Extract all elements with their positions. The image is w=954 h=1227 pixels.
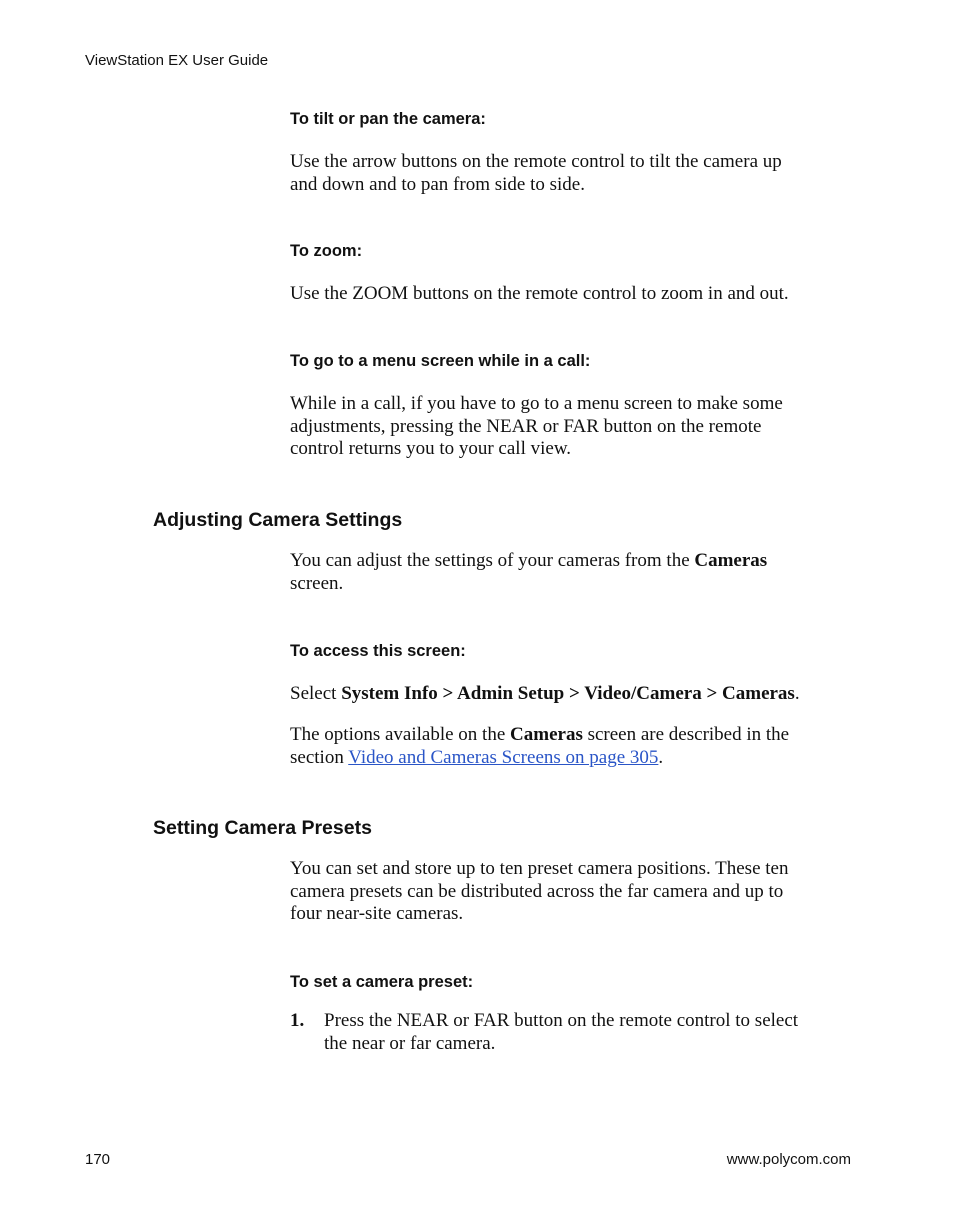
section-heading-adjusting-camera-settings: Adjusting Camera Settings (153, 509, 403, 531)
step-text (324, 1010, 854, 1055)
adjusting-intro-paragraph (290, 550, 850, 595)
procedure-heading-set-preset: To set a camera preset: (290, 973, 474, 991)
procedure-heading-zoom: To zoom: (290, 242, 363, 260)
step-number: 1. (290, 1010, 305, 1031)
step-1-line-1: Press the NEAR or FAR button on the remote control to select (324, 1010, 799, 1031)
adjusting-intro-line-2: screen. (290, 572, 344, 594)
presets-line-1: You can set and store up to ten preset camera positions. These ten (290, 858, 789, 879)
adjusting-intro-line-1: You can adjust the settings of your cameras from the Cameras (290, 550, 768, 571)
procedure-heading-access-screen: To access this screen: (290, 642, 466, 660)
video-cameras-screens-link[interactable]: Video and Cameras Screens on page 305 (348, 746, 659, 768)
page-number: 170 (85, 1151, 111, 1168)
menu-screen-line-1: While in a call, if you have to go to a menu screen to make some (290, 393, 783, 414)
procedure-heading-tilt-pan: To tilt or pan the camera: (290, 110, 486, 128)
options-line-2: section Video and Cameras Screens on page 305. (290, 746, 664, 768)
menu-screen-line-3: control returns you to your call view. (290, 438, 572, 460)
tilt-pan-line-2: and down and to pan from side to side. (290, 173, 585, 195)
tilt-pan-line-1: Use the arrow buttons on the remote control to tilt the camera up (290, 151, 782, 172)
presets-line-3: four near-site cameras. (290, 903, 464, 925)
zoom-paragraph: Use the ZOOM buttons on the remote control to zoom in and out. (290, 283, 789, 304)
tilt-pan-paragraph (290, 151, 850, 196)
menu-screen-paragraph (290, 393, 850, 461)
procedure-heading-menu-screen: To go to a menu screen while in a call: (290, 352, 591, 370)
presets-intro-paragraph (290, 858, 850, 926)
options-paragraph (290, 724, 850, 769)
cameras-term: Cameras (694, 550, 768, 571)
running-header: ViewStation EX User Guide (85, 52, 269, 69)
options-line-1: The options available on the Cameras screen are described in the (290, 724, 790, 745)
cameras-term: Cameras (510, 724, 583, 745)
website-url: www.polycom.com (726, 1151, 851, 1168)
select-path-paragraph: Select System Info > Admin Setup > Video/Camera > Cameras. (290, 683, 800, 704)
step-1-line-2: the near or far camera. (324, 1032, 496, 1054)
section-heading-setting-camera-presets: Setting Camera Presets (153, 817, 372, 839)
menu-screen-line-2: adjustments, pressing the NEAR or FAR button on the remote (290, 415, 762, 437)
menu-path: System Info > Admin Setup > Video/Camera > Cameras (341, 683, 795, 704)
presets-line-2: camera presets can be distributed across the far camera and up to (290, 880, 784, 902)
